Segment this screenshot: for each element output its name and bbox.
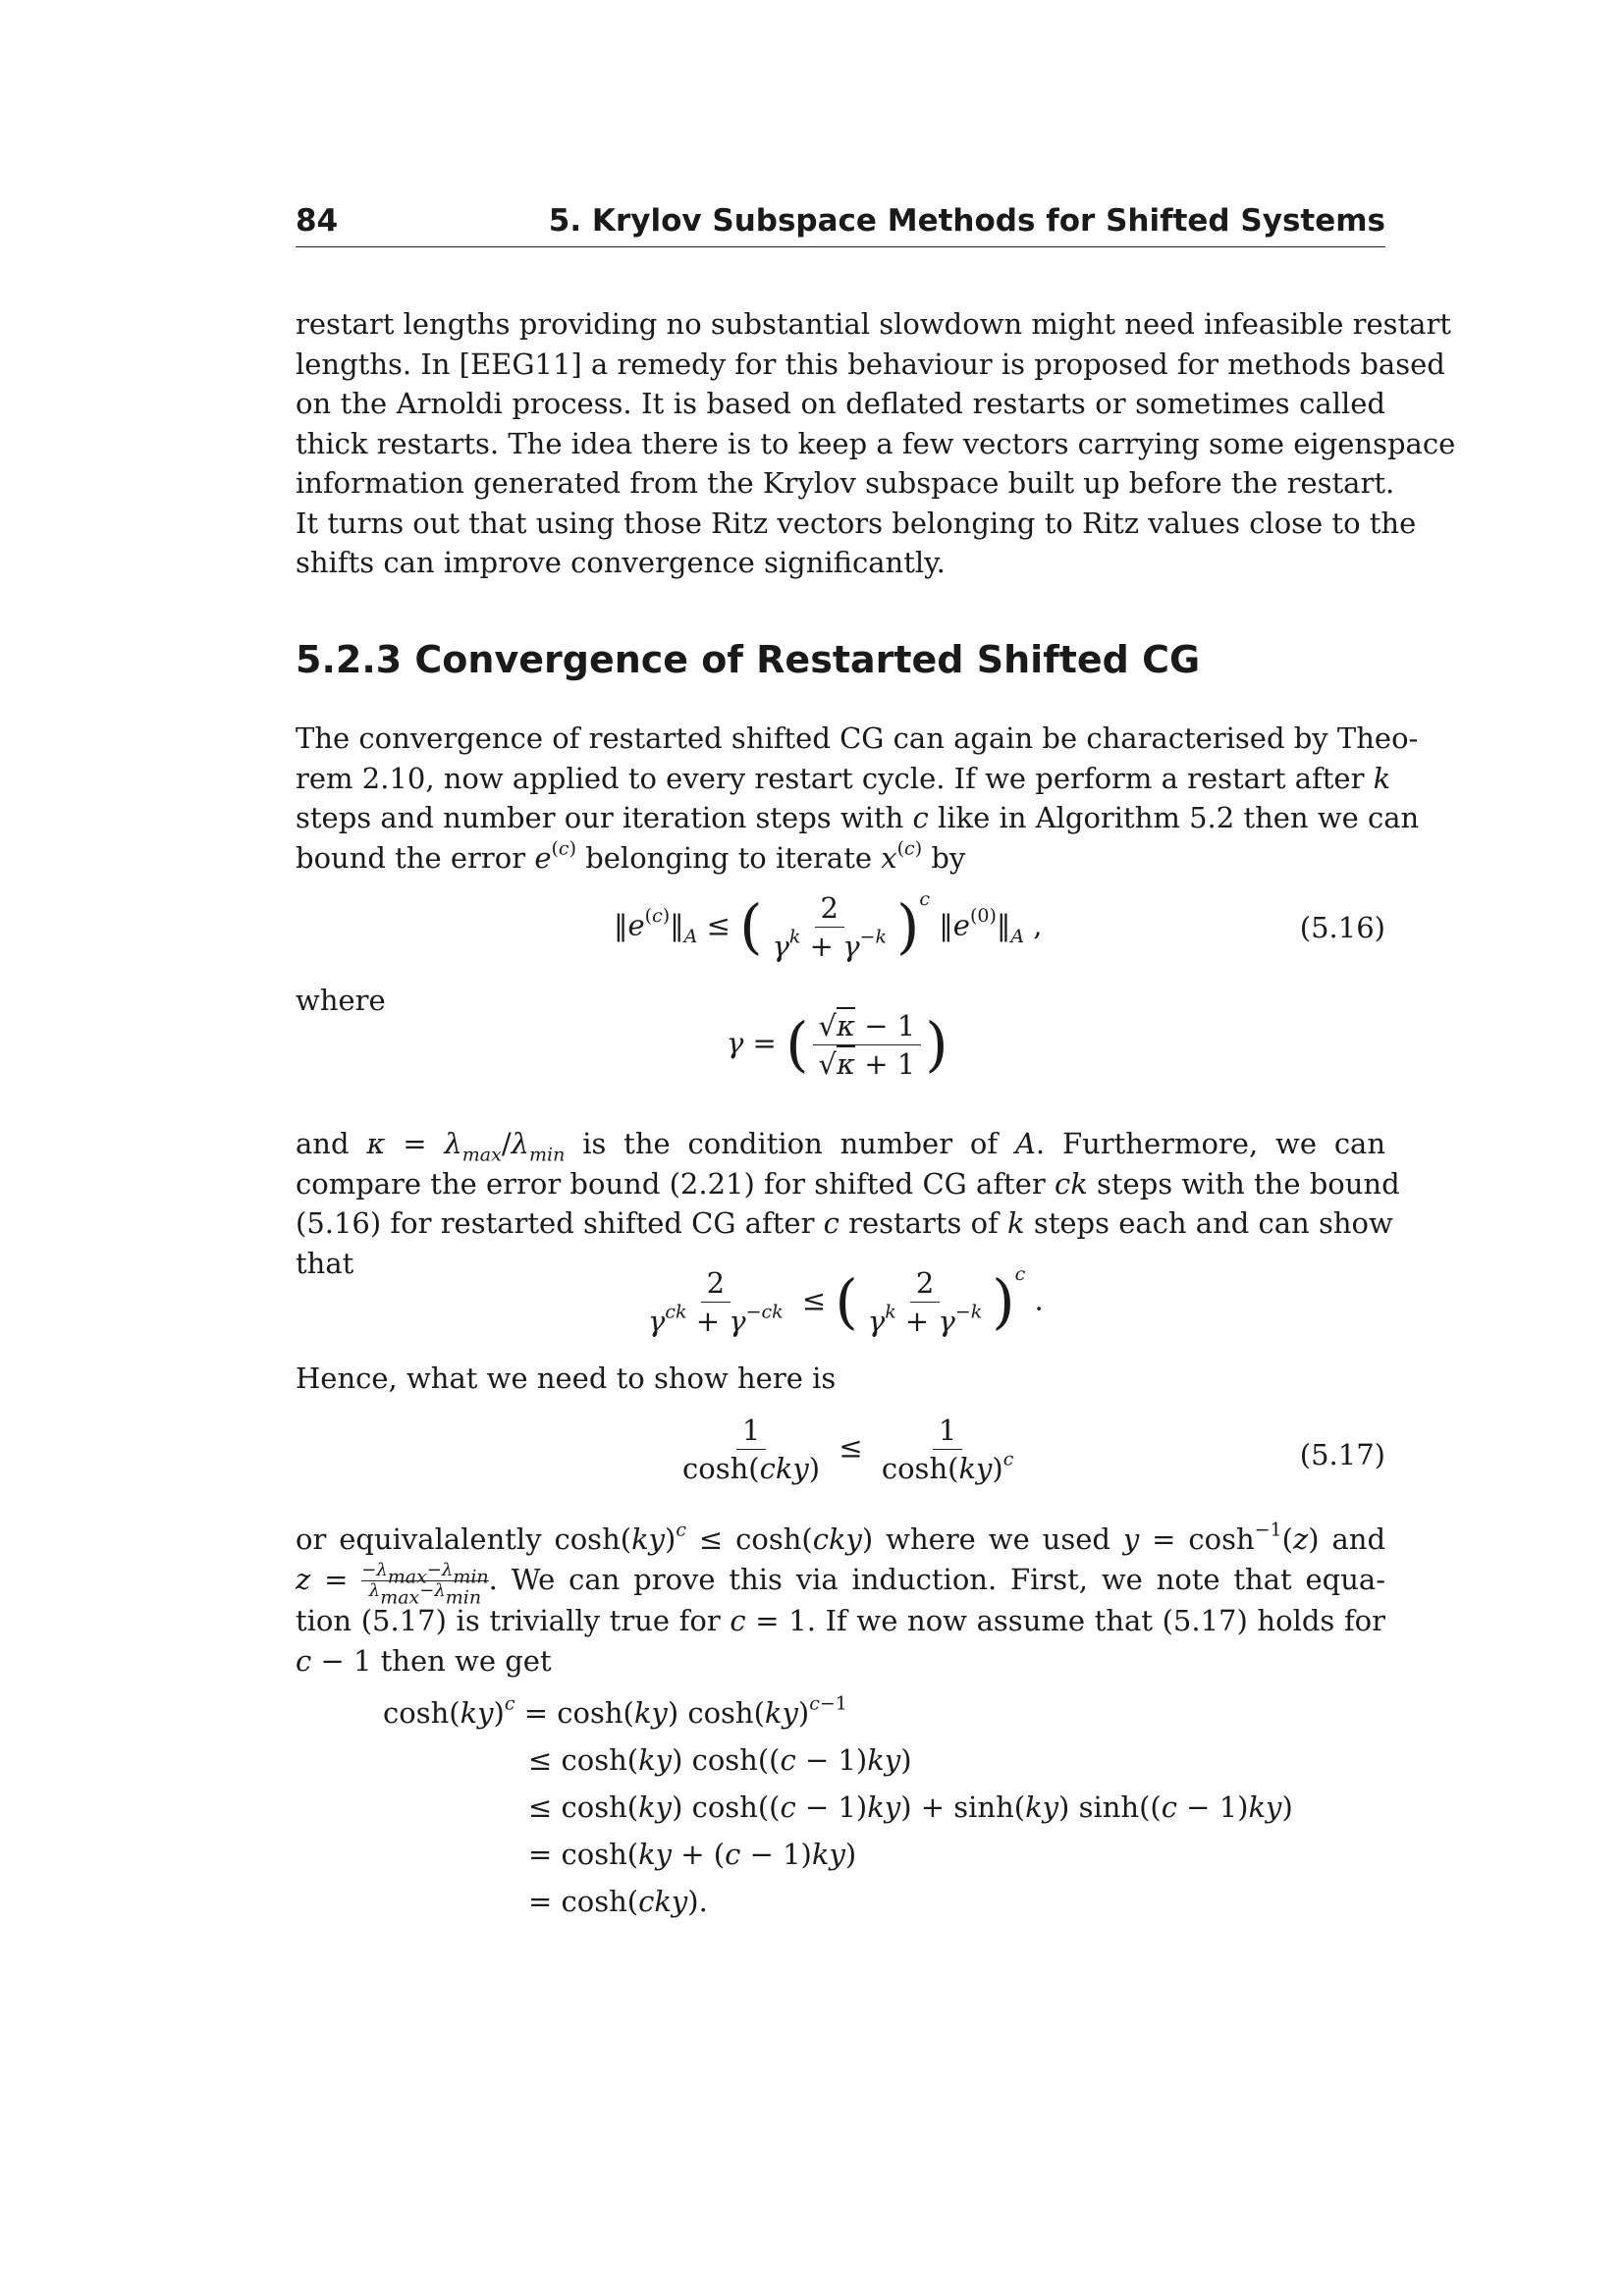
text-line: shifts can improve convergence significantly. bbox=[296, 546, 946, 579]
text-line: The convergence of restarted shifted CG can again be characterised by Theo- bbox=[296, 721, 1419, 755]
text-line: compare the error bound (2.21) for shifted CG after ck steps with the bound bbox=[296, 1166, 1400, 1201]
text-line: (5.16) for restarted shifted CG after c restarts of k steps each and can show bbox=[296, 1206, 1393, 1240]
text-line: restart lengths providing no substantial slowdown might need infeasible restart bbox=[296, 307, 1451, 341]
equation-row: ≤ cosh(ky) cosh((c − 1)ky) bbox=[528, 1743, 912, 1777]
text-line: thick restarts. The idea there is to keep a few vectors carrying some eigenspace bbox=[296, 426, 1456, 460]
text-line: tion (5.17) is trivially true for c = 1. If we now assume that (5.17) holds for bbox=[296, 1604, 1385, 1637]
chapter-title: 5. Krylov Subspace Methods for Shifted Systems bbox=[548, 203, 1385, 239]
paragraph-restart-lengths bbox=[296, 304, 1456, 583]
text-line: rem 2.10, now applied to every restart cycle. If we perform a restart after k bbox=[296, 761, 1391, 795]
text-line: bound the error $e^{(c)}$ belonging to iterate $x^{(c)}$ by bbox=[296, 837, 966, 875]
equation-row: cosh(ky)$^c$ = cosh(ky) cosh(ky)$^{c-1}$ bbox=[383, 1692, 847, 1730]
text-line: lengths. In [EEG11] a remedy for this behaviour is proposed for methods based bbox=[296, 347, 1445, 381]
equation-row: = cosh(cky). bbox=[528, 1885, 708, 1918]
text-line: It turns out that using those Ritz vectors belonging to Ritz values close to the bbox=[296, 506, 1417, 540]
text-line: that bbox=[296, 1246, 354, 1280]
equation-comparison: $\frac{2}{\gamma^{ck} + \gamma^{-ck}}$ ≤ ( $\frac{2}{\gamma^k + \gamma^{-k}}$ )$^c$ . bbox=[648, 1263, 1044, 1338]
text-line: z = $-\lambda_{max}-\lambda_{min}$ $\lambda_{max}-\lambda_{min}$ . We can prove this via induction. First, we note that equa- bbox=[296, 1560, 1385, 1609]
page-number: 84 bbox=[296, 203, 339, 239]
text-where: where bbox=[296, 984, 386, 1017]
paragraph-induction bbox=[296, 1520, 1385, 1681]
text-line: on the Arnoldi process. It is based on deflated restarts or sometimes called bbox=[296, 387, 1385, 420]
section-heading: 5.2.3 Convergence of Restarted Shifted CG bbox=[296, 638, 1201, 681]
text-line: information generated from the Krylov subspace built up before the restart. bbox=[296, 466, 1395, 500]
text-line: and $\kappa = \lambda_{max}/\lambda_{min}$ is the condition number of A. Furthermore, we can bbox=[296, 1127, 1386, 1166]
text-line: steps and number our iteration steps with c like in Algorithm 5.2 then we can bbox=[296, 801, 1420, 834]
equation-number: (5.17) bbox=[1299, 1438, 1385, 1471]
equation-row: ≤ cosh(ky) cosh((c − 1)ky) + sinh(ky) sinh((c − 1)ky) bbox=[528, 1790, 1293, 1824]
equation-gamma: γ = ( $\frac{√\kappa - 1}{√\kappa + 1}$ ) bbox=[727, 1009, 948, 1081]
text-line: c − 1 then we get bbox=[296, 1643, 552, 1678]
paragraph-convergence bbox=[296, 719, 1420, 878]
equation-number: (5.16) bbox=[1299, 911, 1385, 944]
text-line: or equivalalently cosh(ky)$^c$ ≤ cosh(cky) where we used $y = \cosh^{-1}(z)$ and bbox=[296, 1519, 1386, 1556]
paragraph-condition-number bbox=[296, 1124, 1400, 1283]
running-header bbox=[296, 199, 1385, 247]
equation-5-16: $‖e^{(c)}‖_A$ ≤ ( $\frac{2}{\gamma^k + \gamma^{-k}}$ )$^c$ $‖e^{(0)}‖_A$ , bbox=[614, 888, 1043, 963]
equation-5-17: $\frac{1}{\text{cosh(cky)}}$ ≤ $\frac{1}{\cosh(ky)^c}$ bbox=[682, 1414, 1014, 1485]
equation-row: = cosh(ky + (c − 1)ky) bbox=[528, 1838, 857, 1871]
text-hence: Hence, what we need to show here is bbox=[296, 1362, 837, 1395]
